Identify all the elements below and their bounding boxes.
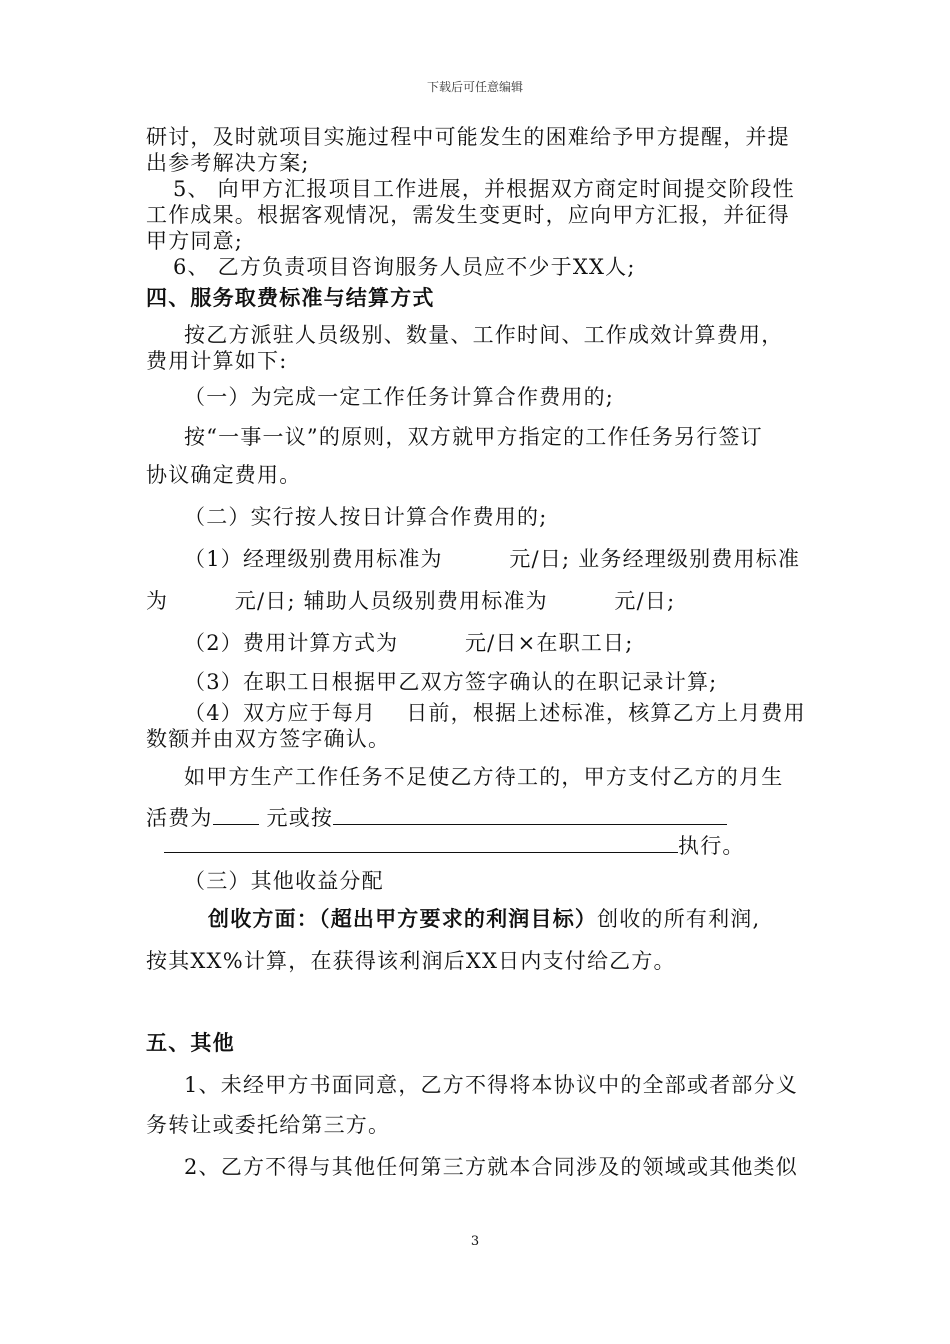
list-item-fee-1: （1）经理级别费用标准为 元/日; 业务经理级别费用标准	[184, 547, 801, 571]
list-item-other-1-cont: 务转让或委托给第三方。	[146, 1113, 391, 1137]
list-item-5: 5、 向甲方汇报项目工作进展，并根据双方商定时间提交阶段性	[173, 177, 795, 201]
blank-underline	[333, 804, 727, 825]
section-heading-5: 五、其他	[146, 1030, 235, 1055]
page-header: 下载后可任意编辑	[426, 80, 523, 94]
list-item-fee-4-cont: 数额并由双方签字确认。	[146, 727, 391, 751]
list-item-other-1: 1、未经甲方书面同意，乙方不得将本协议中的全部或者部分义	[184, 1073, 798, 1097]
paragraph-line: 按“一事一议”的原则，双方就甲方指定的工作任务另行签订	[184, 425, 763, 449]
paragraph-line: 费用计算如下:	[146, 349, 288, 373]
blank-underline	[213, 804, 259, 825]
list-item-fee-1-cont: 为 元/日; 辅助人员级别费用标准为 元/日;	[146, 589, 676, 613]
paragraph-line: 工作成果。根据客观情况，需发生变更时，应向甲方汇报，并征得	[146, 203, 790, 227]
list-item-6: 6、 乙方负责项目咨询服务人员应不少于XX人;	[173, 255, 636, 279]
page-number: 3	[470, 1234, 480, 1249]
list-item-fee-3: （3）在职工日根据甲乙双方签字确认的在职记录计算;	[184, 670, 718, 694]
paragraph-line: 研讨，及时就项目实施过程中可能发生的困难给予甲方提醒，并提	[146, 125, 790, 149]
paragraph-line: 如甲方生产工作任务不足使乙方待工的，甲方支付乙方的月生	[184, 765, 784, 789]
execute-label: 执行。	[678, 834, 745, 858]
list-item-other-2: 2、乙方不得与其他任何第三方就本合同涉及的领域或其他类似	[184, 1155, 798, 1179]
blank-underline	[164, 832, 678, 853]
paragraph-line	[208, 906, 760, 932]
revenue-text: 创收的所有利润,	[597, 907, 761, 931]
paragraph-line	[146, 804, 727, 831]
list-item-fee-4: （4）双方应于每月 日前，根据上述标准，核算乙方上月费用	[184, 701, 806, 725]
subsection-heading-3: （三）其他收益分配	[184, 869, 384, 893]
revenue-heading: 创收方面：（超出甲方要求的利润目标）	[208, 906, 598, 931]
paragraph-line: 甲方同意;	[146, 229, 244, 253]
paragraph-line: 协议确定费用。	[146, 463, 302, 487]
paragraph-line: 按其XX%计算，在获得该利润后XX日内支付给乙方。	[146, 949, 676, 973]
paragraph-line: 出参考解决方案;	[146, 151, 310, 175]
paragraph-line: 按乙方派驻人员级别、数量、工作时间、工作成效计算费用，	[184, 323, 784, 347]
living-fee-label: 活费为	[146, 806, 213, 830]
list-item-fee-2: （2）费用计算方式为 元/日×在职工日;	[184, 631, 634, 655]
section-heading-4: 四、服务取费标准与结算方式	[146, 285, 435, 310]
paragraph-line	[164, 832, 745, 859]
living-fee-or-label: 元或按	[266, 806, 334, 830]
subsection-heading-2: （二）实行按人按日计算合作费用的;	[184, 505, 548, 529]
subsection-heading-1: （一）为完成一定工作任务计算合作费用的;	[184, 385, 615, 409]
